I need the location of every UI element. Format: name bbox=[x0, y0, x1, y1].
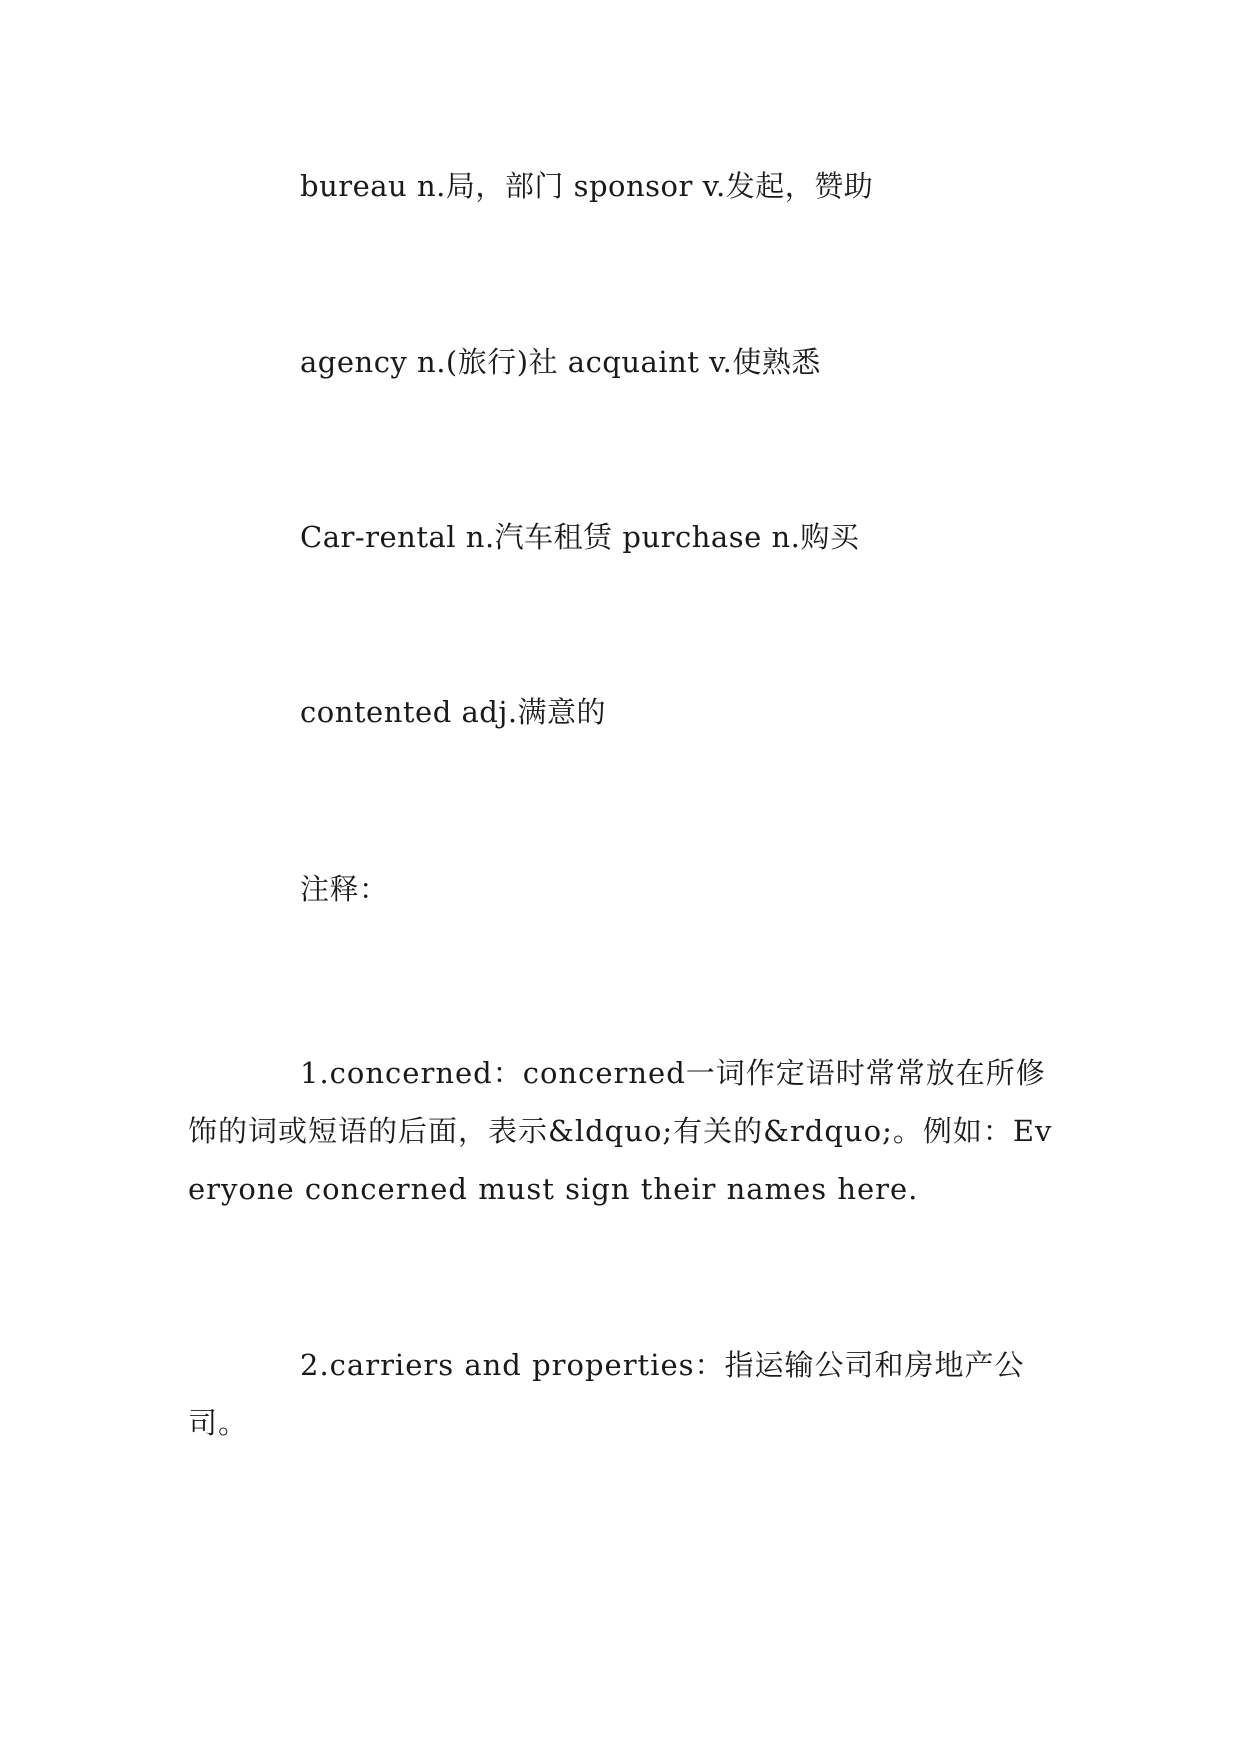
notes-heading: 注释： bbox=[300, 872, 389, 906]
vocab-line-4: contented adj.满意的 bbox=[300, 695, 607, 729]
vocab-line-3: Car-rental n.汽车租赁 purchase n.购买 bbox=[300, 520, 860, 554]
vocab-line-1: bureau n.局，部门 sponsor v.发起，赞助 bbox=[300, 169, 874, 203]
vocab-line-2: agency n.(旅行)社 acquaint v.使熟悉 bbox=[300, 345, 821, 379]
note-paragraph-2: 2.carriers and properties：指运输公司和房地产公司。 bbox=[188, 1348, 1025, 1440]
note-paragraph-1: 1.concerned：concerned一词作定语时常常放在所修饰的词或短语的后面，表示&ldquo;有关的&rdquo;。例如：Everyone concerned must sign their names here. bbox=[188, 1056, 1053, 1206]
